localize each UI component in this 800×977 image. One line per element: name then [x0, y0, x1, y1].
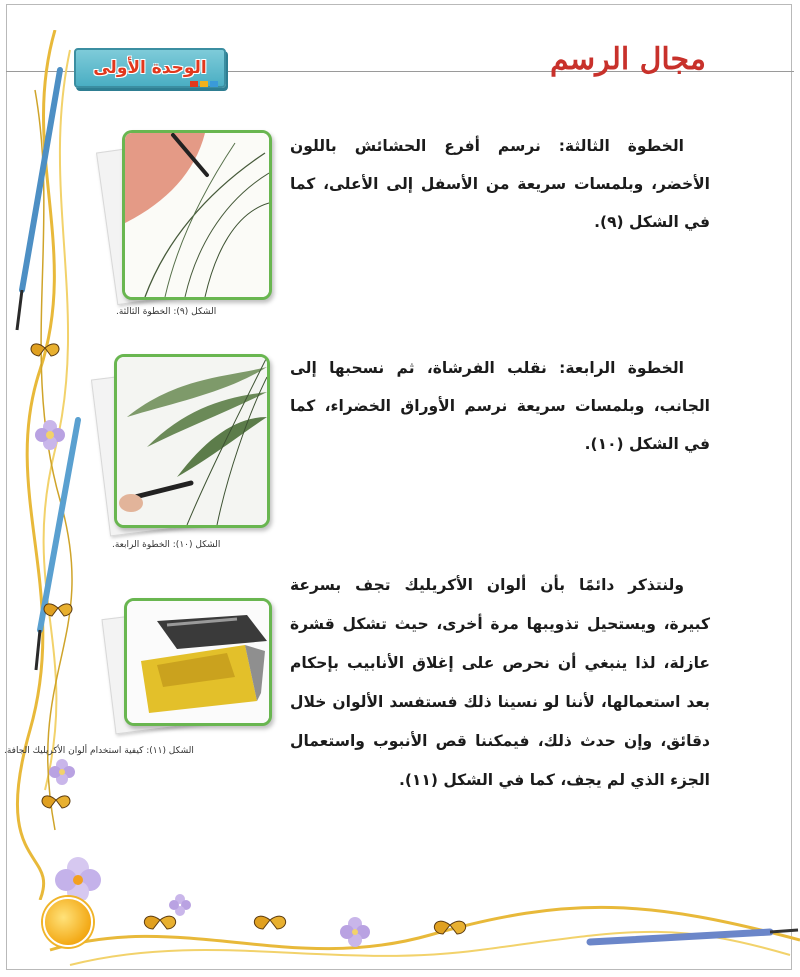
figure-11-caption: الشكل (١١): كيفية استخدام ألوان الأكريليك الجافة. [4, 746, 194, 756]
paintbrush-icon [590, 930, 798, 942]
butterfly-icon [42, 796, 70, 808]
grass-painting-image [125, 133, 269, 297]
butterfly-icon [144, 916, 175, 929]
acrylic-note-paragraph [290, 566, 710, 800]
step-paragraph-4 [290, 349, 710, 463]
step-text: الخطوة الرابعة: نقلب الفرشاة، ثم نسحبها إلى الجانب، وبلمسات سريعة نرسم الأوراق الخضراء، كما في الشكل (١٠). [290, 359, 710, 453]
figure-11 [108, 596, 274, 730]
butterfly-icon [434, 921, 465, 934]
step-text: الخطوة الثالثة: نرسم أفرع الحشائش باللون الأخضر، وبلمسات سريعة من الأسفل إلى الأعلى، كما في الشكل (٩). [290, 137, 710, 231]
flower-icon [340, 917, 370, 947]
note-text: ولنتذكر دائمًا بأن ألوان الأكريليك تجف بسرعة كبيرة، ويستحيل تذويبها مرة أخرى، حيث تشكل قشرة عازلة، لذا ينبغي أن نحرص على إغلاق الأنابيب بإحكام بعد استعمالها، لأننا لو نسينا ذلك فستفسد الألوان خلال دقائق، وإن حدث ذلك، فيمكننا قص الأنبوب واستعمال الجزء الذي لم يجف، كما في الشكل (١١). [290, 576, 710, 789]
floral-border-left [0, 30, 110, 900]
paint-tubes-image [127, 601, 269, 723]
header-rule [225, 71, 794, 72]
unit-label: الوحدة الأولى [93, 58, 207, 78]
figure-9 [106, 128, 272, 304]
butterfly-icon [44, 604, 72, 616]
leaves-painting-image [117, 357, 267, 525]
page-number-marker [43, 897, 93, 947]
flower-icon [49, 759, 75, 785]
step-paragraph-3 [290, 127, 710, 241]
butterfly-icon [254, 916, 285, 929]
figure-10 [100, 352, 270, 534]
figure-10-caption: الشكل (١٠): الخطوة الرابعة. [112, 540, 221, 550]
figure-9-caption: الشكل (٩): الخطوة الثالثة. [116, 307, 217, 317]
flower-icon [169, 894, 191, 916]
section-title: مجال الرسم [550, 42, 706, 77]
floral-border-bottom [30, 880, 800, 977]
paint-swatch-icon [188, 78, 224, 90]
